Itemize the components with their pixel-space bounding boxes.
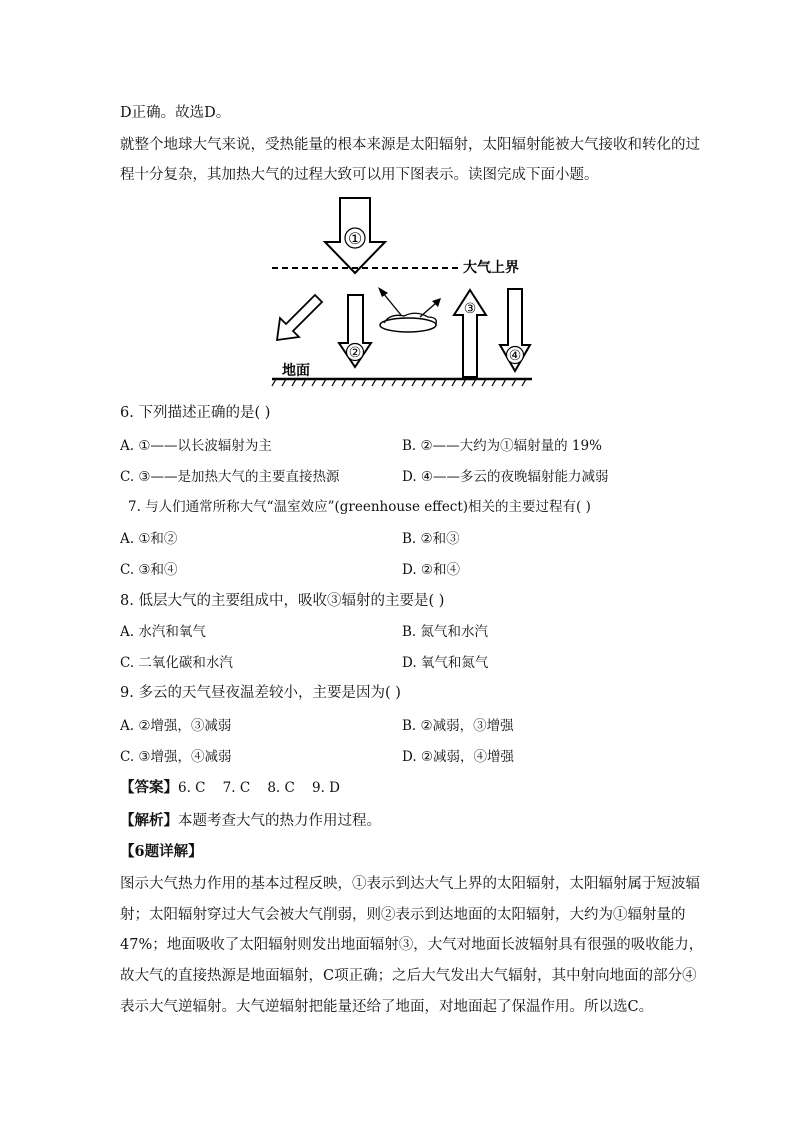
question-8-option-d: D. 氧气和氮气 bbox=[402, 655, 489, 671]
intro-line-2: 就整个地球大气来说，受热能量的根本来源是太阳辐射，太阳辐射能被大气接收和转化的过 bbox=[120, 137, 700, 153]
question-6-option-b: B. ②——大约为①辐射量的 19% bbox=[402, 438, 602, 454]
intro-line-3: 程十分复杂，其加热大气的过程大致可以用下图表示。读图完成下面小题。 bbox=[120, 167, 599, 183]
question-7-option-a: A. ①和② bbox=[120, 531, 178, 547]
detail-line-4: 故大气的直接热源是地面辐射，C项正确；之后大气发出大气辐射，其中射向地面的部分④ bbox=[120, 968, 697, 984]
arrow-3-label: ③ bbox=[463, 301, 477, 317]
arrow-2-label: ② bbox=[348, 345, 362, 361]
question-6-option-a: A. ①——以长波辐射为主 bbox=[120, 438, 272, 454]
detail-line-5: 表示大气逆辐射。大气逆辐射把能量还给了地面，对地面起了保温作用。所以选C。 bbox=[120, 999, 654, 1015]
reflected-radiation-arrow bbox=[277, 295, 322, 340]
question-9-option-d: D. ②减弱，④增强 bbox=[402, 749, 515, 765]
question-9-stem: 9. 多云的天气昼夜温差较小，主要是因为( ) bbox=[120, 685, 401, 701]
question-9-option-a: A. ②增强，③减弱 bbox=[120, 718, 232, 734]
cloud-icon bbox=[380, 318, 436, 332]
answer-label: 【答案】 bbox=[120, 779, 178, 796]
question-7-option-d: D. ②和④ bbox=[402, 562, 461, 578]
detail-heading: 【6题详解】 bbox=[120, 843, 203, 860]
analysis-line bbox=[120, 811, 381, 831]
question-9-option-b: B. ②减弱，③增强 bbox=[402, 718, 514, 734]
arrow-4-label: ④ bbox=[508, 348, 522, 364]
intro-line-1: D正确。故选D。 bbox=[120, 105, 231, 121]
question-7-option-c: C. ③和④ bbox=[120, 562, 178, 578]
arrow-1-label: ① bbox=[347, 229, 363, 248]
answer-text: 6. C 7. C 8. C 9. D bbox=[178, 780, 340, 796]
analysis-label: 【解析】 bbox=[120, 812, 178, 829]
question-8-option-b: B. 氮气和水汽 bbox=[402, 624, 489, 640]
ground-label: 地面 bbox=[282, 363, 310, 379]
answer-line bbox=[120, 778, 340, 798]
question-8-option-a: A. 水汽和氧气 bbox=[120, 624, 206, 640]
question-7-option-b: B. ②和③ bbox=[402, 531, 460, 547]
detail-line-2: 射；太阳辐射穿过大气会被大气削弱，则②表示到达地面的太阳辐射，大约为①辐射量的 bbox=[120, 907, 686, 923]
question-6-option-c: C. ③——是加热大气的主要直接热源 bbox=[120, 469, 340, 485]
question-6-stem: 6. 下列描述正确的是( ) bbox=[120, 405, 271, 421]
atmosphere-heating-diagram bbox=[260, 195, 560, 390]
detail-line-3: 47%；地面吸收了太阳辐射则发出地面辐射③，大气对地面长波辐射具有很强的吸收能力， bbox=[120, 937, 704, 953]
question-9-option-c: C. ③增强，④减弱 bbox=[120, 749, 232, 765]
question-8-stem: 8. 低层大气的主要组成中，吸收③辐射的主要是( ) bbox=[120, 593, 445, 609]
detail-line-1: 图示大气热力作用的基本过程反映，①表示到达大气上界的太阳辐射，太阳辐射属于短波辐 bbox=[120, 876, 700, 892]
question-7-stem: 7. 与人们通常所称大气“温室效应”(greenhouse effect)相关的主要过程有( ) bbox=[128, 499, 591, 515]
question-6-option-d: D. ④——多云的夜晚辐射能力减弱 bbox=[402, 469, 609, 485]
upper-atmosphere-label: 大气上界 bbox=[463, 260, 519, 276]
analysis-text: 本题考查大气的热力作用过程。 bbox=[178, 813, 381, 829]
question-8-option-c: C. 二氧化碳和水汽 bbox=[120, 655, 233, 671]
